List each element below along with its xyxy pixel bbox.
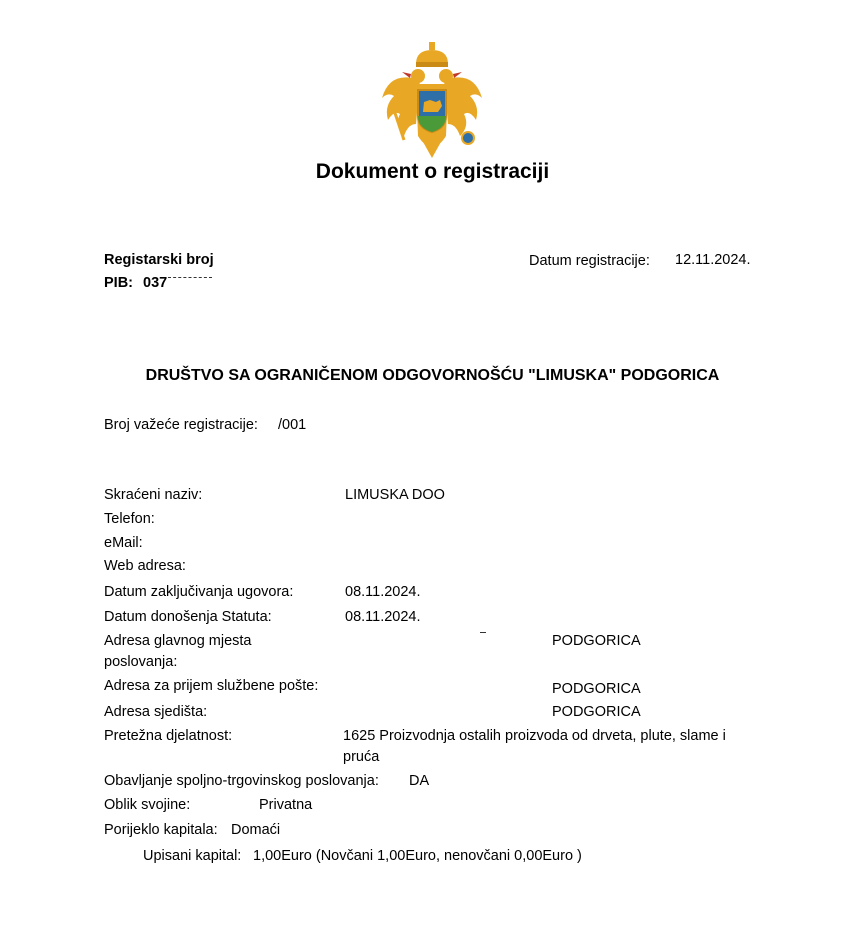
short-name-label: Skraćeni naziv:: [104, 487, 203, 503]
phone-label: Telefon:: [104, 511, 155, 527]
foreign-trade-label: Obavljanje spoljno-trgovinskog poslovanja:: [104, 773, 379, 789]
registration-date-label: Datum registracije:: [529, 253, 650, 269]
activity-value: 1625 Proizvodnja ostalih proizvoda od drveta, plute, slame i: [343, 728, 726, 744]
company-full-name: DRUŠTVO SA OGRANIČENOM ODGOVORNOŠĆU "LIMUSKA" PODGORICA: [145, 367, 720, 384]
registration-number-label: Registarski broj: [104, 252, 214, 268]
statute-date-label: Datum donošenja Statuta:: [104, 609, 272, 625]
redaction-mark: [168, 277, 212, 278]
foreign-trade-value: DA: [409, 773, 430, 789]
contract-date-label: Datum zaključivanja ugovora:: [104, 584, 294, 600]
web-label: Web adresa:: [104, 558, 186, 574]
email-label: eMail:: [104, 535, 143, 551]
contract-date-value: 08.11.2024.: [345, 584, 421, 600]
registered-capital-label: Upisani kapital:: [143, 848, 242, 864]
mail-address-value: PODGORICA: [552, 681, 641, 697]
seat-address-value: PODGORICA: [552, 704, 641, 720]
redaction-mark: [480, 632, 486, 633]
seat-address-label: Adresa sjedišta:: [104, 704, 208, 720]
montenegro-coat-of-arms-icon: [380, 40, 484, 160]
statute-date-value: 08.11.2024.: [345, 609, 421, 625]
registration-date-value: 12.11.2024.: [675, 252, 751, 268]
document-title: Dokument o registraciji: [315, 160, 550, 183]
pib-value: 037: [143, 275, 168, 291]
activity-label: Pretežna djelatnost:: [104, 728, 233, 744]
ownership-value: Privatna: [259, 797, 313, 813]
valid-registration-value: /001: [278, 417, 307, 433]
registered-capital-value: 1,00Euro (Novčani 1,00Euro, nenovčani 0,00Euro ): [253, 848, 582, 864]
main-address-value: PODGORICA: [552, 633, 641, 649]
ownership-label: Oblik svojine:: [104, 797, 191, 813]
mail-address-label: Adresa za prijem službene pošte:: [104, 678, 319, 694]
activity-value-cont: pruća: [343, 749, 380, 765]
main-address-label-cont: poslovanja:: [104, 654, 178, 670]
capital-origin-value: Domaći: [231, 822, 281, 838]
capital-origin-label: Porijeklo kapitala:: [104, 822, 218, 838]
pib-label: PIB:: [104, 275, 133, 291]
short-name-value: LIMUSKA DOO: [345, 487, 445, 503]
main-address-label: Adresa glavnog mjesta: [104, 633, 252, 649]
valid-registration-label: Broj važeće registracije:: [104, 417, 258, 433]
